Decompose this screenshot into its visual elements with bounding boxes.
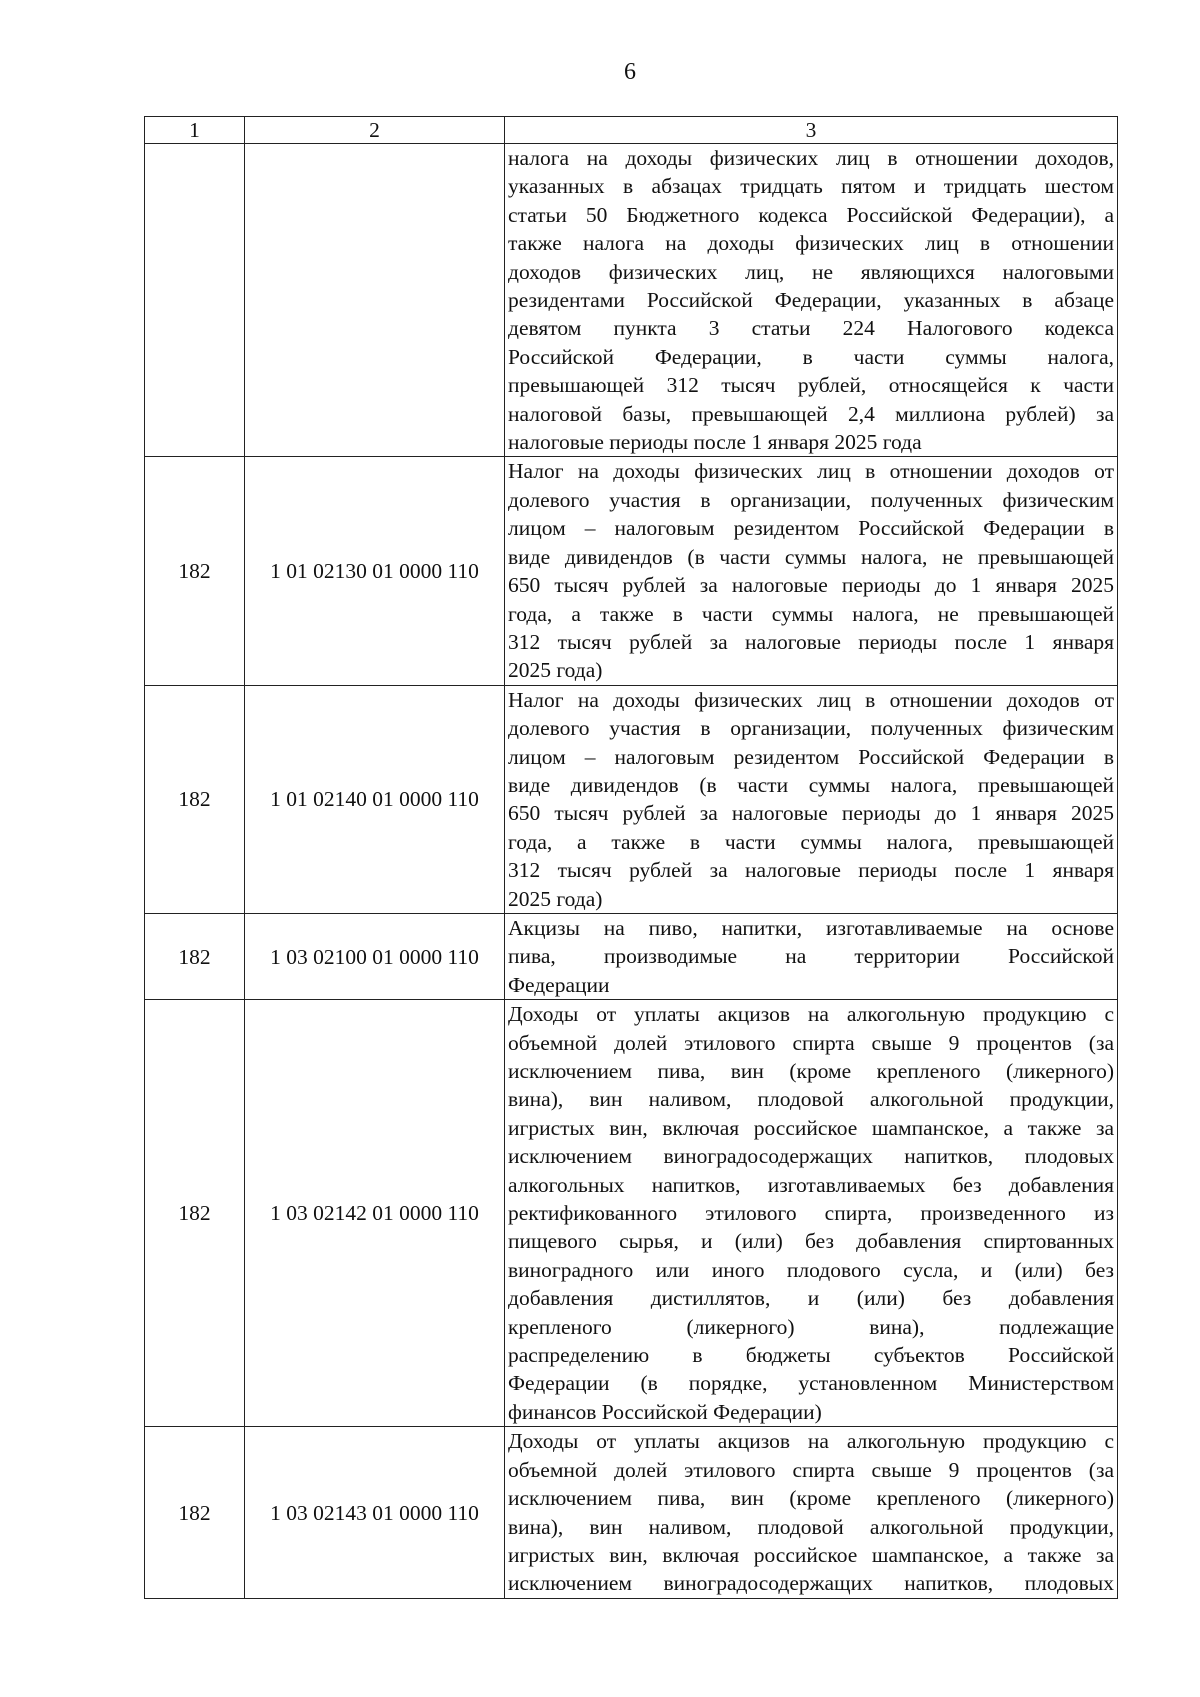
page-number: 6 [624, 59, 636, 85]
admin-code-cell: 182 [145, 1000, 245, 1427]
description-line: Налог на доходы физических лиц в отношении доходов от [508, 459, 1114, 484]
description-line: Доходы от уплаты акцизов на алкогольную продукцию с [508, 1002, 1114, 1027]
table-header-row [145, 117, 1118, 144]
description-line: виде дивидендов (в части суммы налога, превышающей [508, 772, 1114, 797]
description-line: добавления дистиллятов, и (или) без добавления [508, 1286, 1114, 1311]
description-line: Федерации [508, 972, 610, 997]
description-line: Российской Федерации, в части суммы налога, [508, 344, 1114, 369]
description-line: игристых вин, включая российское шампанское, а также за [508, 1542, 1114, 1567]
description-line: резидентами Российской Федерации, указанных в абзаце [508, 288, 1114, 313]
description-line: виноградного или иного плодового сусла, и (или) без [508, 1257, 1114, 1282]
description-line: лицом – налоговым резидентом Российской Федерации в [508, 516, 1114, 541]
description-line: Доходы от уплаты акцизов на алкогольную продукцию с [508, 1429, 1114, 1454]
revenue-description-cell [505, 685, 1118, 913]
description-line: 650 тысяч рублей за налоговые периоды до 1 января 2025 [508, 573, 1114, 598]
table-row [145, 685, 1118, 913]
description-line: Федерации (в порядке, установленном Министерством [508, 1371, 1114, 1396]
description-line: объемной долей этилового спирта свыше 9 процентов (за [508, 1457, 1114, 1482]
budget-classification-code-cell: 1 01 02130 01 0000 110 [245, 457, 505, 685]
description-line: алкогольных напитков, изготавливаемых без добавления [508, 1172, 1114, 1197]
description-line: вина), вин наливом, плодовой алкогольной продукции, [508, 1087, 1114, 1112]
description-line: распределению в бюджеты субъектов Российской [508, 1343, 1114, 1368]
table-row [145, 457, 1118, 685]
description-line: Акцизы на пиво, напитки, изготавливаемые на основе [508, 915, 1114, 940]
description-line: вина), вин наливом, плодовой алкогольной продукции, [508, 1514, 1114, 1539]
revenue-description-cell [505, 144, 1118, 457]
description-line: лицом – налоговым резидентом Российской Федерации в [508, 744, 1114, 769]
description-line: также налога на доходы физических лиц в отношении [508, 231, 1114, 256]
table-row [145, 1427, 1118, 1598]
description-line: указанных в абзацах тридцать пятом и тридцать шестом [508, 174, 1114, 199]
description-line: 650 тысяч рублей за налоговые периоды до 1 января 2025 [508, 801, 1114, 826]
header-col-3: 3 [505, 117, 1118, 144]
description-line: 2025 года) [508, 658, 603, 683]
budget-classification-code-cell: 1 03 02100 01 0000 110 [245, 913, 505, 999]
description-line: пищевого сырья, и (или) без добавления спиртованных [508, 1229, 1114, 1254]
description-line: виде дивидендов (в части суммы налога, не превышающей [508, 544, 1114, 569]
revenue-description-cell [505, 1000, 1118, 1427]
table-row [145, 913, 1118, 999]
header-col-1: 1 [145, 117, 245, 144]
description-line: налоговой базы, превышающей 2,4 миллиона рублей) за [508, 401, 1114, 426]
description-line: Налог на доходы физических лиц в отношении доходов от [508, 687, 1114, 712]
table-row [145, 1000, 1118, 1427]
description-line: 312 тысяч рублей за налоговые периоды после 1 января [508, 858, 1114, 883]
budget-classification-code-cell: 1 03 02142 01 0000 110 [245, 1000, 505, 1427]
description-line: статьи 50 Бюджетного кодекса Российской Федерации), а [508, 202, 1114, 227]
description-line: объемной долей этилового спирта свыше 9 процентов (за [508, 1030, 1114, 1055]
description-line: пива, производимые на территории Российской [508, 944, 1114, 969]
description-line: ректификованного этилового спирта, произведенного из [508, 1201, 1114, 1226]
description-line: года, а также в части суммы налога, не превышающей [508, 601, 1114, 626]
description-line: 2025 года) [508, 886, 603, 911]
table-row [145, 144, 1118, 457]
description-line: исключением пива, вин (кроме крепленого (ликерного) [508, 1486, 1114, 1511]
revenue-description-cell [505, 1427, 1118, 1598]
description-line: игристых вин, включая российское шампанское, а также за [508, 1115, 1114, 1140]
description-line: исключением виноградосодержащих напитков, плодовых [508, 1144, 1114, 1169]
admin-code-cell [145, 144, 245, 457]
budget-classification-code-cell: 1 01 02140 01 0000 110 [245, 685, 505, 913]
admin-code-cell: 182 [145, 913, 245, 999]
description-line: налоговые периоды после 1 января 2025 года [508, 430, 922, 455]
description-line: налога на доходы физических лиц в отношении доходов, [508, 146, 1114, 170]
description-line: превышающей 312 тысяч рублей, относящейся к части [508, 373, 1114, 398]
description-line: 312 тысяч рублей за налоговые периоды после 1 января [508, 629, 1114, 654]
description-line: долевого участия в организации, полученных физическим [508, 487, 1114, 512]
description-line: девятом пункта 3 статьи 224 Налогового кодекса [508, 316, 1114, 341]
admin-code-cell: 182 [145, 685, 245, 913]
revenue-codes-table [144, 116, 1118, 1599]
description-line: финансов Российской Федерации) [508, 1399, 822, 1424]
description-line: исключением виноградосодержащих напитков, плодовых [508, 1571, 1114, 1596]
description-line: года, а также в части суммы налога, превышающей [508, 829, 1114, 854]
budget-classification-code-cell [245, 144, 505, 457]
revenue-description-cell [505, 457, 1118, 685]
revenue-description-cell [505, 913, 1118, 999]
admin-code-cell: 182 [145, 1427, 245, 1598]
description-line: крепленого (ликерного) вина), подлежащие [508, 1314, 1114, 1339]
header-col-2: 2 [245, 117, 505, 144]
description-line: долевого участия в организации, полученных физическим [508, 716, 1114, 741]
admin-code-cell: 182 [145, 457, 245, 685]
description-line: исключением пива, вин (кроме крепленого (ликерного) [508, 1059, 1114, 1083]
budget-classification-code-cell: 1 03 02143 01 0000 110 [245, 1427, 505, 1598]
table-body [145, 117, 1118, 1599]
description-line: доходов физических лиц, не являющихся налоговыми [508, 259, 1114, 284]
